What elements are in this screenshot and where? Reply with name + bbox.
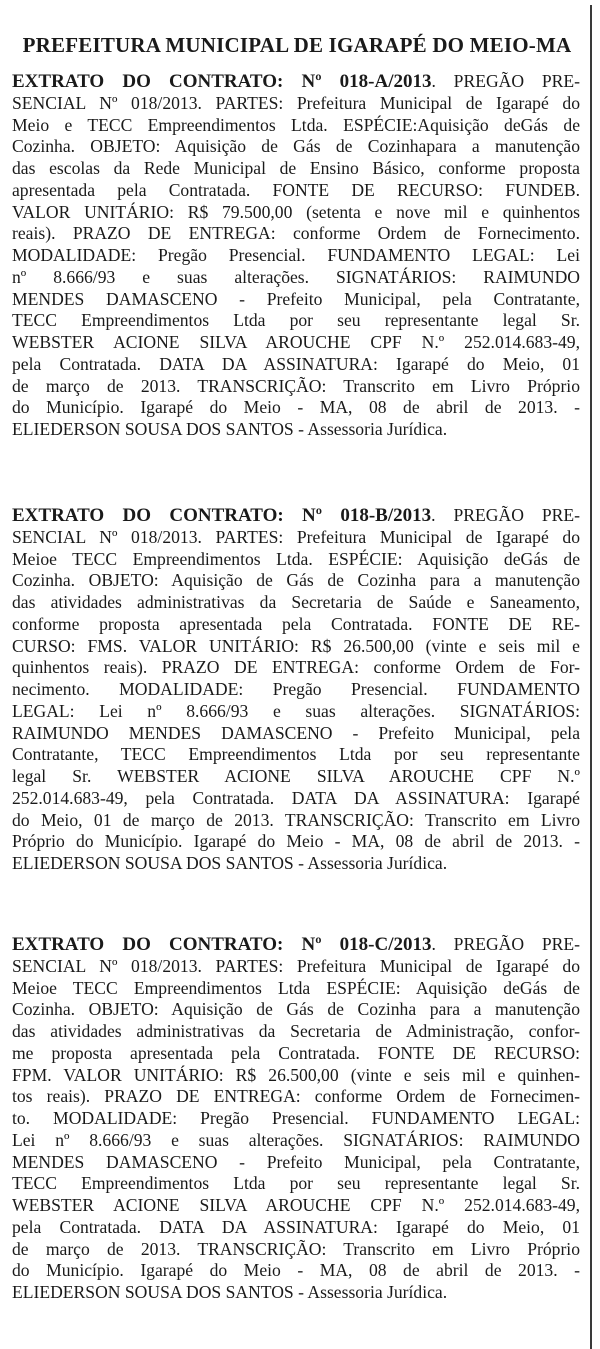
extract-text-line <box>12 245 580 267</box>
extract-text-line <box>12 679 580 701</box>
extract-text-line <box>12 1043 580 1065</box>
extract-text-line <box>12 1021 580 1043</box>
extract-text: Meioe TECC Empreendimentos Ltda. ESPÉCIE: Aquisição deGás de <box>12 548 580 569</box>
extract-text-line <box>12 180 580 202</box>
extract-text: reais). PRAZO DE ENTREGA: conforme Ordem de Fornecimento. <box>12 223 580 244</box>
contract-extract-018-b <box>12 505 580 875</box>
extract-text-line <box>12 1130 580 1152</box>
extract-text: WEBSTER ACIONE SILVA AROUCHE CPF N.º 252.014.683-49, <box>12 332 580 352</box>
extract-text: de março de 2013. TRANSCRIÇÃO: Transcrito em Livro Próprio <box>12 375 580 396</box>
extract-text: de março de 2013. TRANSCRIÇÃO: Transcrito em Livro Próprio <box>12 1238 580 1259</box>
extract-text-line <box>12 701 580 723</box>
extract-text-line <box>12 1086 580 1108</box>
extract-text: MODALIDADE: Pregão Presencial. FUNDAMENTO LEGAL: Lei <box>12 245 580 265</box>
extract-text: FPM. VALOR UNITÁRIO: R$ 26.500,00 (vinte e seis mil e quinhen- <box>12 1064 580 1085</box>
extract-text: Próprio do Município. Igarapé do Meio - MA, 08 de abril de 2013. - <box>12 831 580 852</box>
extract-heading: EXTRATO DO CONTRATO: Nº 018-A/2013 <box>12 71 432 92</box>
extract-text-line <box>12 657 580 679</box>
extract-text: SENCIAL Nº 018/2013. PARTES: Prefeitura Municipal de Igarapé do <box>12 92 580 113</box>
extract-text: MENDES DAMASCENO - Prefeito Municipal, pela Contratante, <box>12 1151 580 1172</box>
extract-text-line <box>12 115 580 137</box>
extract-text-line <box>12 1152 580 1174</box>
extract-text-line <box>12 202 580 224</box>
extract-text-line <box>12 999 580 1021</box>
extract-text-line <box>12 723 580 745</box>
extract-text: do Município. Igarapé do Meio - MA, 08 de abril de 2013. - <box>12 397 580 418</box>
extract-text: to. MODALIDADE: Pregão Presencial. FUNDAMENTO LEGAL: <box>12 1108 580 1128</box>
extract-text: Meio e TECC Empreendimentos Ltda. ESPÉCIE:Aquisição deGás de <box>12 114 580 135</box>
extract-text: tos reais). PRAZO DE ENTREGA: conforme Ordem de Fornecimen- <box>12 1086 580 1107</box>
extract-text: Cozinha. OBJETO: Aquisição de Gás de Cozinha para a manutenção <box>12 570 580 591</box>
extract-text-line <box>12 636 580 658</box>
extract-text-line <box>12 93 580 115</box>
extract-text: conforme proposta apresentada pela Contratada. FONTE DE RE- <box>12 613 580 634</box>
extract-text-line <box>12 1217 580 1239</box>
extract-text: Lei nº 8.666/93 e suas alterações. SIGNATÁRIOS: RAIMUNDO <box>12 1129 580 1150</box>
extract-text: LEGAL: Lei nº 8.666/93 e suas alterações. SIGNATÁRIOS: <box>12 700 580 721</box>
extract-text: TECC Empreendimentos Ltda por seu representante legal Sr. <box>12 310 580 331</box>
extract-text-line <box>12 788 580 810</box>
extract-text: do Município. Igarapé do Meio - MA, 08 de abril de 2013. - <box>12 1260 580 1281</box>
column-rule <box>590 5 592 1349</box>
extract-text-line <box>12 1173 580 1195</box>
extract-text: do Meio, 01 de março de 2013. TRANSCRIÇÃO: Transcrito em Livro <box>12 809 580 830</box>
extract-text-line <box>12 267 580 289</box>
extract-text: apresentada pela Contratada. FONTE DE RECURSO: FUNDEB. <box>12 179 580 200</box>
extract-text-line <box>12 1195 580 1217</box>
extract-text: das escolas da Rede Municipal de Ensino Básico, conforme proposta <box>12 158 580 178</box>
extract-text: pela Contratada. DATA DA ASSINATURA: Igarapé do Meio, 01 <box>12 1216 580 1237</box>
extract-text: das atividades administrativas da Secretaria de Administração, confor- <box>12 1021 580 1041</box>
extract-text-line <box>12 810 580 832</box>
extract-text: pela Contratada. DATA DA ASSINATURA: Igarapé do Meio, 01 <box>12 353 580 374</box>
extract-text-line <box>12 223 580 245</box>
extract-text: quinhentos reais). PRAZO DE ENTREGA: conforme Ordem de For- <box>12 657 580 678</box>
extract-text: SENCIAL Nº 018/2013. PARTES: Prefeitura Municipal de Igarapé do <box>12 526 580 547</box>
contract-extract-018-c <box>12 934 580 1304</box>
extract-text: CURSO: FMS. VALOR UNITÁRIO: R$ 26.500,00 (vinte e seis mil e <box>12 635 580 656</box>
extract-text: VALOR UNITÁRIO: R$ 79.500,00 (setenta e nove mil e quinhentos <box>12 201 580 222</box>
extract-text: Contratante, TECC Empreendimentos Ltda por seu representante <box>12 744 580 765</box>
extract-text-line <box>12 1065 580 1087</box>
extract-text-line <box>12 1239 580 1261</box>
extract-text: Cozinha. OBJETO: Aquisição de Gás de Cozinhapara a manutenção <box>12 136 580 157</box>
extract-text-line <box>12 354 580 376</box>
extract-text-line <box>12 592 580 614</box>
extract-text: das atividades administrativas da Secretaria de Saúde e Saneamento, <box>12 592 580 612</box>
extract-text: TECC Empreendimentos Ltda por seu representante legal Sr. <box>12 1173 580 1194</box>
extract-text-line <box>12 419 580 441</box>
extract-text-line <box>12 332 580 354</box>
extract-heading-rest: . PREGÃO PRE- <box>431 934 580 954</box>
extract-text-line <box>12 831 580 853</box>
contract-extract-018-a <box>12 71 580 441</box>
extract-text: ELIEDERSON SOUSA DOS SANTOS - Assessoria Jurídica. <box>12 853 448 873</box>
extract-text-line <box>12 614 580 636</box>
extract-heading-rest: . PREGÃO PRE- <box>431 505 580 525</box>
extract-text: SENCIAL Nº 018/2013. PARTES: Prefeitura Municipal de Igarapé do <box>12 955 580 976</box>
extract-text: me proposta apresentada pela Contratada. FONTE DE RECURSO: <box>12 1042 580 1063</box>
extract-text-line <box>12 376 580 398</box>
extract-text: nº 8.666/93 e suas alterações. SIGNATÁRIOS: RAIMUNDO <box>12 266 580 287</box>
extract-text-line <box>12 744 580 766</box>
extract-text-line <box>12 527 580 549</box>
extract-heading: EXTRATO DO CONTRATO: Nº 018-C/2013 <box>12 934 432 955</box>
extract-text: Cozinha. OBJETO: Aquisição de Gás de Cozinha para a manutenção <box>12 999 580 1020</box>
extract-text-line <box>12 397 580 419</box>
extract-text-line <box>12 289 580 311</box>
extract-text-line <box>12 766 580 788</box>
extract-text-line <box>12 549 580 571</box>
extract-text-line <box>12 978 580 1000</box>
extract-text-line <box>12 570 580 592</box>
extract-text: 252.014.683-49, pela Contratada. DATA DA ASSINATURA: Igarapé <box>12 787 580 808</box>
extract-text: RAIMUNDO MENDES DAMASCENO - Prefeito Municipal, pela <box>12 722 580 743</box>
extract-text-line <box>12 1108 580 1130</box>
extract-first-line <box>12 505 580 527</box>
extract-text: ELIEDERSON SOUSA DOS SANTOS - Assessoria Jurídica. <box>12 419 448 439</box>
extract-first-line <box>12 71 580 93</box>
extract-text-line <box>12 956 580 978</box>
extract-text: WEBSTER ACIONE SILVA AROUCHE CPF N.º 252.014.683-49, <box>12 1195 580 1215</box>
extract-text-line <box>12 1282 580 1304</box>
extract-text: MENDES DAMASCENO - Prefeito Municipal, pela Contratante, <box>12 288 580 309</box>
extract-heading-rest: . PREGÃO PRE- <box>431 71 580 91</box>
page-title: PREFEITURA MUNICIPAL DE IGARAPÉ DO MEIO-MA <box>22 33 572 57</box>
extract-text-line <box>12 310 580 332</box>
extract-text: legal Sr. WEBSTER ACIONE SILVA AROUCHE CPF N.º <box>12 766 580 786</box>
extract-text: ELIEDERSON SOUSA DOS SANTOS - Assessoria Jurídica. <box>12 1282 448 1302</box>
extract-text-line <box>12 853 580 875</box>
extract-text: Meioe TECC Empreendimentos Ltda ESPÉCIE: Aquisição deGás de <box>12 977 580 998</box>
extract-heading: EXTRATO DO CONTRATO: Nº 018-B/2013 <box>12 505 432 526</box>
extract-first-line <box>12 934 580 956</box>
extract-text-line <box>12 1260 580 1282</box>
extract-text-line <box>12 158 580 180</box>
extract-text: necimento. MODALIDADE: Pregão Presencial. FUNDAMENTO <box>12 679 580 699</box>
extract-text-line <box>12 136 580 158</box>
